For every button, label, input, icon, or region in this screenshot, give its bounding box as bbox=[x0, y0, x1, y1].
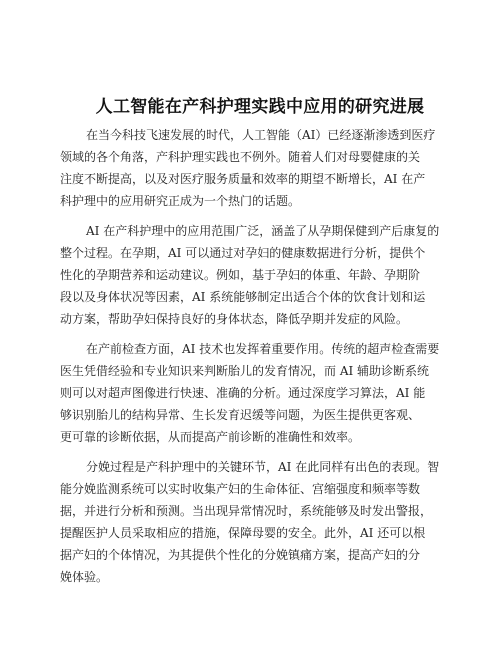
paragraph-line: 据产妇的个体情况，为其提供个性化的分娩镇痛方案，提高产妇的分 bbox=[60, 548, 421, 562]
paragraph-line: 提醒医护人员采取相应的措施，保障母婴的安全。此外，AI 还可以根 bbox=[60, 526, 426, 540]
paragraph-line: 娩体验。 bbox=[60, 570, 109, 584]
document-title: 人工智能在产科护理实践中应用的研究进展 bbox=[95, 97, 425, 117]
paragraph-line: 领域的各个角落，产科护理实践也不例外。随着人们对母婴健康的关 bbox=[60, 150, 421, 164]
paragraph-line: 则可以对超声图像进行快速、准确的分析。通过深度学习算法，AI 能 bbox=[60, 386, 426, 400]
paragraph-line: 动方案，帮助孕妇保持良好的身体状态，降低孕期并发症的风险。 bbox=[60, 312, 409, 326]
paragraph-line: AI 在产科护理中的应用范围广泛，涵盖了从孕期保健到产后康复的 bbox=[86, 224, 440, 238]
paragraph-line: 医生凭借经验和专业知识来判断胎儿的发育情况，而 AI 辅助诊断系统 bbox=[60, 364, 430, 378]
paragraph-line: 能分娩监测系统可以实时收集产妇的生命体征、宫缩强度和频率等数 bbox=[60, 482, 421, 496]
paragraph-line: 注度不断提高，以及对医疗服务质量和效率的期望不断增长，AI 在产 bbox=[60, 172, 426, 186]
paragraph-line: 段以及身体状况等因素，AI 系统能够制定出适合个体的饮食计划和运 bbox=[60, 290, 426, 304]
paragraph-line: 整个过程。在孕期，AI 可以通过对孕妇的健康数据进行分析，提供个 bbox=[60, 246, 426, 260]
paragraph-line: 在当今科技飞速发展的时代，人工智能（AI）已经逐渐渗透到医疗 bbox=[86, 128, 436, 142]
paragraph-line: 科护理中的应用研究正成为一个热门的话题。 bbox=[60, 194, 301, 208]
paragraph-line: 够识别胎儿的结构异常、生长发育迟缓等问题，为医生提供更客观、 bbox=[60, 408, 421, 422]
paragraph-line: 分娩过程是产科护理中的关键环节，AI 在此同样有出色的表现。智 bbox=[86, 460, 440, 474]
paragraph-line: 在产前检查方面，AI 技术也发挥着重要作用。传统的超声检查需要 bbox=[86, 342, 440, 356]
paragraph-line: 更可靠的诊断依据，从而提高产前诊断的准确性和效率。 bbox=[60, 430, 361, 444]
paragraph-line: 性化的孕期营养和运动建议。例如，基于孕妇的体重、年龄、孕期阶 bbox=[60, 268, 421, 282]
paragraph-line: 据，并进行分析和预测。当出现异常情况时，系统能够及时发出警报， bbox=[60, 504, 433, 518]
